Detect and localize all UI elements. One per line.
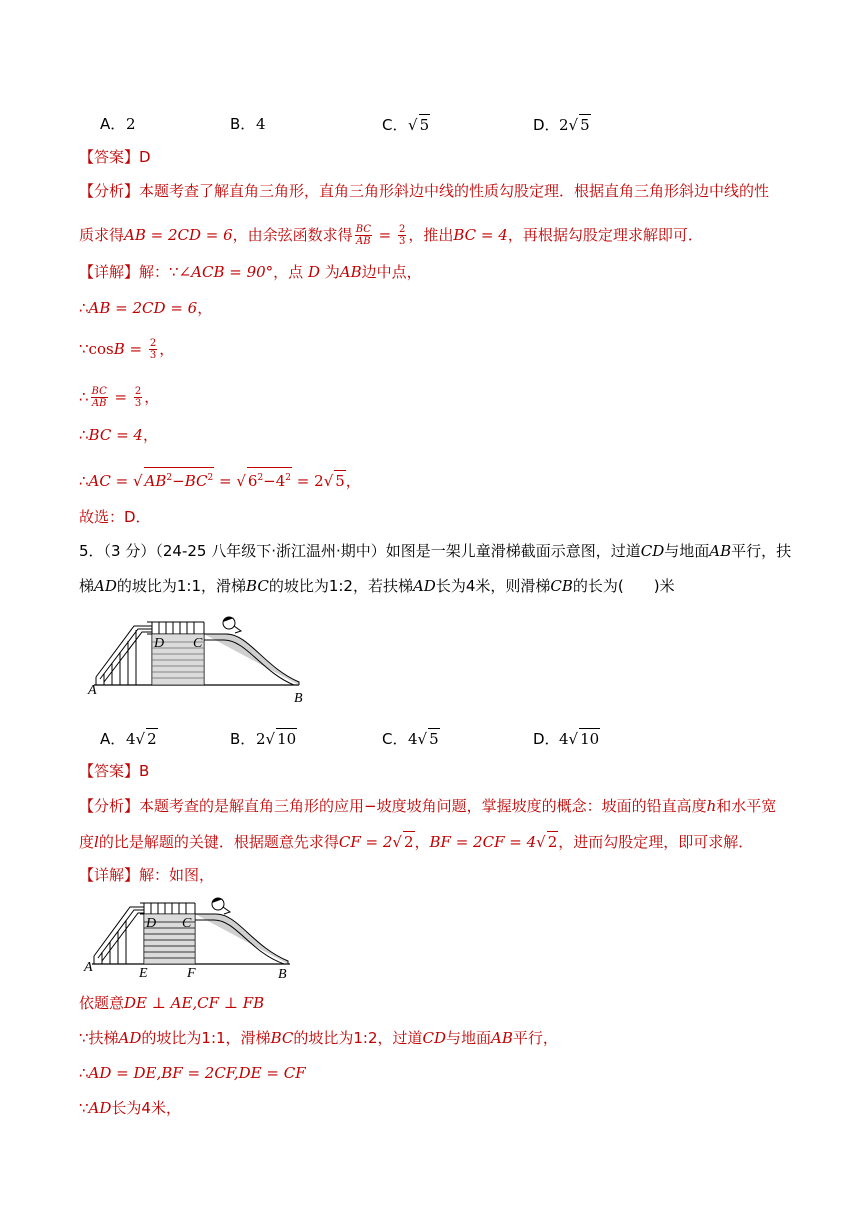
slide-figure-annotated (80, 896, 310, 982)
label-a: A (88, 683, 97, 698)
q5-detail-line-3: ∵扶梯AD的坡比为1:1，滑梯BC的坡比为1:2，过道CD与地面AB平行， (79, 1029, 558, 1047)
q4-detail-line-1: 【详解】解：∵∠ACB = 90°，点 D 为AB边中点， (79, 263, 422, 281)
q5-answer: 【答案】B (79, 762, 150, 780)
q5-option-c: C．4√ 5 (382, 730, 439, 748)
q4-answer: 【答案】D (79, 148, 151, 166)
label-f: F (187, 966, 196, 981)
q5-analysis-line-2: 度l的比是解题的关键．根据题意先求得CF = 2√ 2，BF = 2CF = 4√ 2，进而勾股定理，即可求解． (79, 833, 754, 851)
q4-option-a: A．2 (100, 115, 136, 133)
q5-stem-line-2: 梯AD的坡比为1:1，滑梯BC的坡比为1:2，若扶梯AD长为4米，则滑梯CB的长为( )米 (79, 577, 675, 595)
label-e: E (139, 966, 148, 981)
q5-analysis-line-1: 【分析】本题考查的是解直角三角形的应用−坡度坡角问题，掌握坡度的概念：坡面的铅直高度h和水平宽 (79, 797, 777, 815)
label-c2: C (182, 916, 192, 931)
q4-option-b: B．4 (230, 115, 266, 133)
q5-detail-line-2: 依题意DE ⊥ AE,CF ⊥ FB (79, 994, 265, 1012)
q4-option-c: C．√ 5 (382, 116, 430, 134)
q4-step-5: ∴AC = √ $AB^2-BC^2$ = √ $6^2-4^2 = 2√$ 5， (79, 467, 361, 491)
label-d: D (154, 636, 165, 651)
q5-option-a: A．4√ 2 (100, 730, 157, 748)
q5-option-d: D．4√ 10 (533, 730, 600, 748)
q5-detail-line-5: ∵AD长为4米， (79, 1099, 181, 1117)
q4-analysis-line-2: 质求得AB = 2CD = 6，由余弦函数求得 $\frac{BC}{AB}$ = $\frac{2}{3}$ ，推出BC = 4，再根据勾股定理求解即可． (79, 224, 703, 247)
q5-detail-line-4: ∴AD = DE,BF = 2CF,DE = CF (79, 1064, 306, 1082)
q5-detail-line-1: 【详解】解：如图， (79, 866, 215, 884)
slide-figure (84, 612, 314, 708)
q4-conclusion: 故选：D． (79, 508, 151, 526)
label-a2: A (84, 960, 93, 975)
q4-step-2: ∵cosB = $\frac{2}{3}$ ， (79, 338, 175, 361)
q4-step-1: ∴AB = 2CD = 6， (79, 299, 213, 317)
q5-option-b: B．2√ 10 (230, 730, 297, 748)
q4-option-d: D．2√ 5 (533, 116, 590, 134)
q5-stem-line-1: 5．（3 分）（24-25 八年级下·浙江温州·期中）如图是一架儿童滑梯截面示意图，过道CD与地面AB平行，扶 (79, 542, 792, 560)
q4-analysis-line-1: 【分析】本题考查了解直角三角形，直角三角形斜边中线的性质勾股定理．根据直角三角形斜边中线的性 (79, 182, 770, 200)
label-d2: D (146, 916, 157, 931)
q4-step-3: ∴ $\frac{BC}{AB}$ = $\frac{2}{3}$ ， (79, 386, 160, 409)
label-c: C (193, 636, 203, 651)
label-b2: B (278, 967, 287, 982)
q4-step-4: ∴BC = 4， (79, 426, 158, 444)
label-b: B (294, 691, 303, 706)
